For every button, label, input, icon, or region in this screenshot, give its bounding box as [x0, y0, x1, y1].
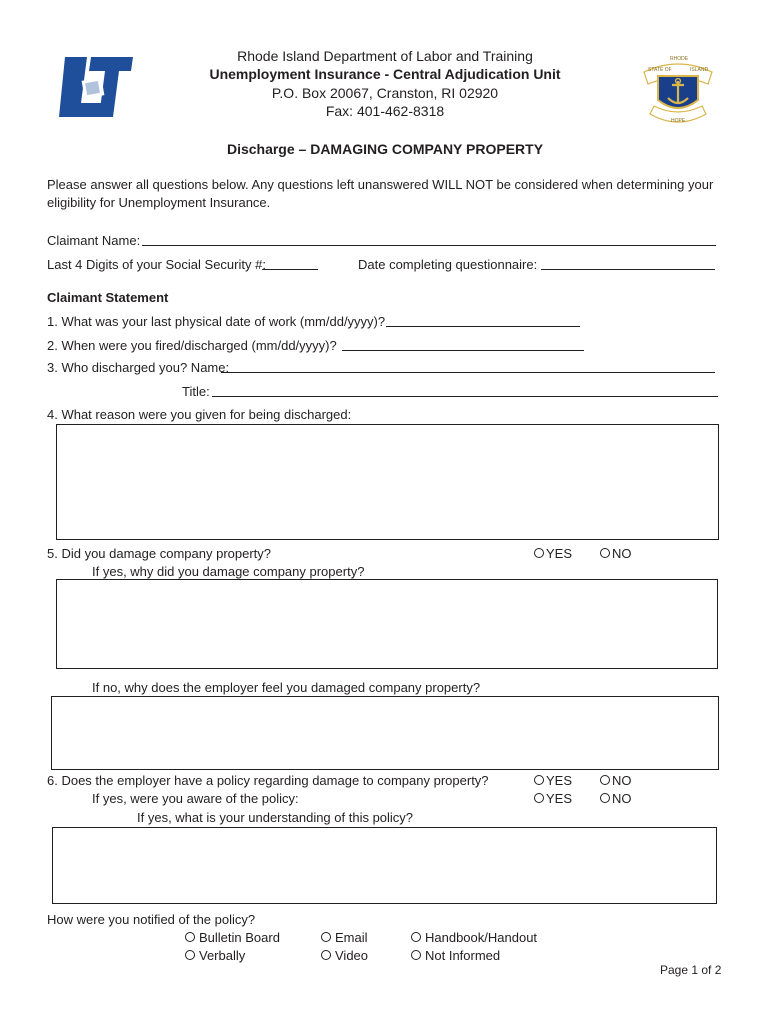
- handbook-label: Handbook/Handout: [425, 930, 538, 945]
- verbally-radio[interactable]: [185, 950, 195, 960]
- q2-label: 2. When were you fired/discharged (mm/dd/yyyy)?: [47, 338, 337, 353]
- q5-no-label: NO: [612, 546, 632, 561]
- video-label: Video: [335, 948, 369, 963]
- bulletin-board-radio[interactable]: [185, 932, 195, 942]
- q3-title-label: Title:: [182, 384, 210, 399]
- ssn-field[interactable]: [262, 269, 318, 270]
- video-radio[interactable]: [321, 950, 331, 960]
- form-title: Discharge – DAMAGING COMPANY PROPERTY: [226, 141, 544, 157]
- policy-understanding-textbox[interactable]: [52, 827, 717, 904]
- q5-no-followup-label: If no, why does the employer feel you damaged company property?: [92, 680, 481, 695]
- handbook-radio[interactable]: [411, 932, 421, 942]
- intro-text-2: eligibility for Unemployment Insurance.: [47, 195, 271, 210]
- seal-text-top: RHODE: [670, 56, 689, 62]
- q6-yes-label: YES: [546, 773, 573, 788]
- header-line-4: Fax: 401-462-8318: [325, 103, 445, 119]
- aware-no-radio[interactable]: [600, 793, 610, 803]
- ssn-label: Last 4 Digits of your Social Security #:: [47, 257, 266, 272]
- date-completing-label: Date completing questionnaire:: [358, 257, 538, 272]
- q6-yes-radio[interactable]: [534, 775, 544, 785]
- email-label: Email: [335, 930, 368, 945]
- q5-label: 5. Did you damage company property?: [47, 546, 272, 561]
- header-line-1: Rhode Island Department of Labor and Training: [237, 48, 533, 64]
- seal-text-left: STATE OF: [648, 67, 672, 73]
- q5-yes-followup-label: If yes, why did you damage company property?: [92, 564, 365, 579]
- page-number: Page 1 of 2: [660, 963, 722, 977]
- q6-aware-label: If yes, were you aware of the policy:: [92, 791, 299, 806]
- q6-understanding-label: If yes, what is your understanding of this policy?: [137, 810, 414, 825]
- claimant-name-label: Claimant Name:: [47, 233, 141, 248]
- q3-label: 3. Who discharged you? Name:: [47, 360, 230, 375]
- section-title: Claimant Statement: [47, 290, 169, 305]
- aware-yes-label: YES: [546, 791, 573, 806]
- q1-label: 1. What was your last physical date of work (mm/dd/yyyy)?: [47, 314, 386, 329]
- verbally-label: Verbally: [199, 948, 246, 963]
- notified-label: How were you notified of the policy?: [47, 912, 256, 927]
- not-informed-radio[interactable]: [411, 950, 421, 960]
- q5-yes-radio[interactable]: [534, 548, 544, 558]
- damage-reason-textbox[interactable]: [56, 579, 718, 669]
- aware-no-label: NO: [612, 791, 632, 806]
- employer-view-textbox[interactable]: [51, 696, 719, 770]
- q6-no-radio[interactable]: [600, 775, 610, 785]
- bulletin-board-label: Bulletin Board: [199, 930, 280, 945]
- seal-text-bottom: HOPE: [671, 118, 686, 124]
- not-informed-label: Not Informed: [425, 948, 501, 963]
- q4-label: 4. What reason were you given for being discharged:: [47, 407, 352, 422]
- header-line-2: Unemployment Insurance - Central Adjudication Unit: [209, 66, 561, 82]
- email-radio[interactable]: [321, 932, 331, 942]
- header-line-3: P.O. Box 20067, Cranston, RI 02920: [271, 85, 499, 101]
- discharger-name-field[interactable]: [221, 372, 715, 373]
- discharger-title-field[interactable]: [212, 396, 718, 397]
- q5-yes-label: YES: [546, 546, 573, 561]
- claimant-name-field[interactable]: [142, 245, 716, 246]
- date-completing-field[interactable]: [541, 269, 715, 270]
- seal-text-right: ISLAND: [690, 67, 709, 73]
- discharge-reason-textbox[interactable]: [56, 424, 719, 540]
- q6-label: 6. Does the employer have a policy regarding damage to company property?: [47, 773, 489, 788]
- discharge-date-field[interactable]: [342, 350, 584, 351]
- intro-text-1: Please answer all questions below. Any questions left unanswered WILL NOT be considered when determining your: [47, 177, 714, 192]
- q6-no-label: NO: [612, 773, 632, 788]
- last-work-date-field[interactable]: [386, 326, 580, 327]
- q5-no-radio[interactable]: [600, 548, 610, 558]
- aware-yes-radio[interactable]: [534, 793, 544, 803]
